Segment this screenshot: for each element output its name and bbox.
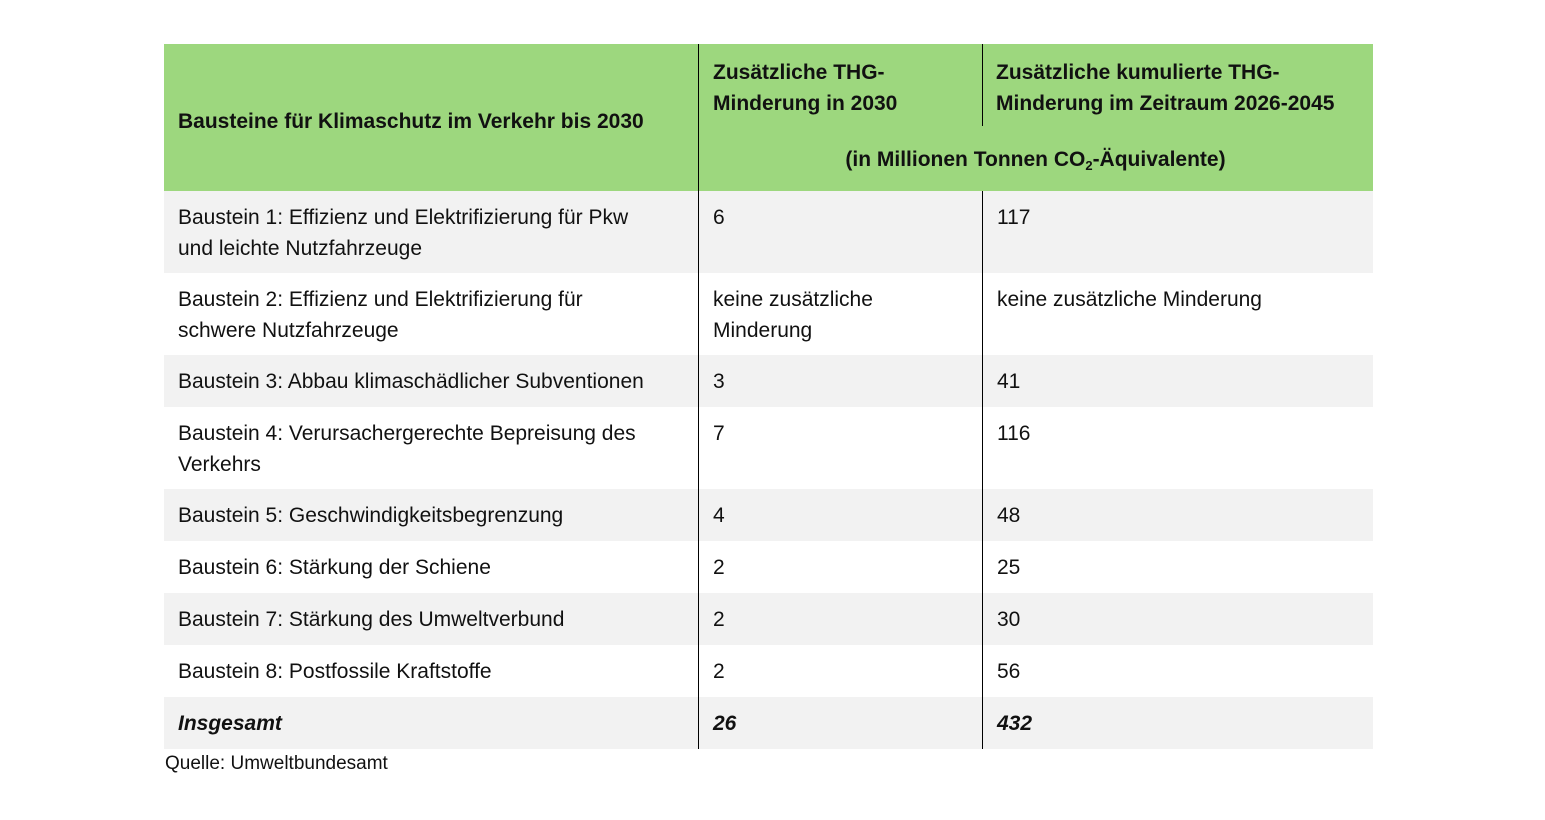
row-value-cumulative: 56 xyxy=(997,660,1021,683)
reduction-table xyxy=(164,44,1373,749)
header-minderung-2030-line2: Minderung in 2030 xyxy=(713,92,898,115)
table-row xyxy=(164,407,1373,489)
row-value-2030: 7 xyxy=(713,422,725,445)
column-divider xyxy=(698,44,699,749)
row-value-cumulative: 25 xyxy=(997,556,1021,579)
row-value-2030: 2 xyxy=(713,660,725,683)
total-value-cumulative: 432 xyxy=(997,712,1033,735)
label-line: Baustein 1: Effizienz und Elektrifizierung für Pkw xyxy=(178,206,629,229)
label-line: schwere Nutzfahrzeuge xyxy=(178,319,399,342)
total-row xyxy=(164,697,1373,749)
row-value-2030: 3 xyxy=(713,370,725,393)
unit-subscript: 2 xyxy=(1085,158,1093,173)
label-line: Verkehrs xyxy=(178,453,261,476)
row-label xyxy=(164,407,699,489)
label-line: und leichte Nutzfahrzeuge xyxy=(178,237,422,260)
row-value-cumulative: 30 xyxy=(997,608,1021,631)
value-line: 6 xyxy=(713,206,725,229)
table-row xyxy=(164,645,1373,697)
header-kumulierte-line2: Minderung im Zeitraum 2026-2045 xyxy=(996,92,1335,115)
unit-prefix: (in Millionen Tonnen CO xyxy=(845,148,1086,171)
row-value-2030 xyxy=(699,191,983,273)
row-value-cumulative: 116 xyxy=(997,422,1031,445)
table-row xyxy=(164,593,1373,645)
row-value-cumulative: keine zusätzliche Minderung xyxy=(997,288,1262,311)
table-header xyxy=(164,44,1373,191)
label-line: Baustein 4: Verursachergerechte Bepreisung des xyxy=(178,422,636,445)
table-row xyxy=(164,541,1373,593)
row-label: Baustein 5: Geschwindigkeitsbegrenzung xyxy=(178,504,564,527)
row-label: Baustein 6: Stärkung der Schiene xyxy=(178,556,491,579)
row-value-2030: 2 xyxy=(713,556,725,579)
header-kumulierte-line1: Zusätzliche kumulierte THG- xyxy=(996,61,1280,84)
source-note: Quelle: Umweltbundesamt xyxy=(165,753,388,774)
table-row xyxy=(164,355,1373,407)
value-line: keine zusätzliche xyxy=(713,288,873,311)
table-row xyxy=(164,273,1373,355)
total-label: Insgesamt xyxy=(178,712,282,735)
header-kumulierte-minderung xyxy=(996,57,1334,119)
value-line: Minderung xyxy=(713,319,813,342)
total-value-2030: 26 xyxy=(713,712,737,735)
row-value-2030: 4 xyxy=(713,504,725,527)
row-value-cumulative: 41 xyxy=(997,370,1021,393)
row-label: Baustein 7: Stärkung des Umweltverbund xyxy=(178,608,565,631)
header-bausteine: Bausteine für Klimaschutz im Verkehr bis 2030 xyxy=(178,110,644,133)
row-value-cumulative: 117 xyxy=(997,206,1031,229)
row-label: Baustein 3: Abbau klimaschädlicher Subventionen xyxy=(178,370,644,393)
column-divider xyxy=(982,191,983,749)
unit-suffix: -Äquivalente) xyxy=(1092,148,1226,171)
column-divider xyxy=(982,44,983,126)
row-value-2030 xyxy=(699,273,983,355)
row-value-2030: 2 xyxy=(713,608,725,631)
table-row xyxy=(164,191,1373,273)
header-unit xyxy=(698,145,1373,175)
row-label xyxy=(164,273,699,355)
row-value-cumulative: 48 xyxy=(997,504,1021,527)
header-minderung-2030-line1: Zusätzliche THG- xyxy=(713,61,885,84)
table-row xyxy=(164,489,1373,541)
header-minderung-2030 xyxy=(713,57,897,119)
row-label xyxy=(164,191,699,273)
row-label: Baustein 8: Postfossile Kraftstoffe xyxy=(178,660,492,683)
label-line: Baustein 2: Effizienz und Elektrifizierung für xyxy=(178,288,583,311)
